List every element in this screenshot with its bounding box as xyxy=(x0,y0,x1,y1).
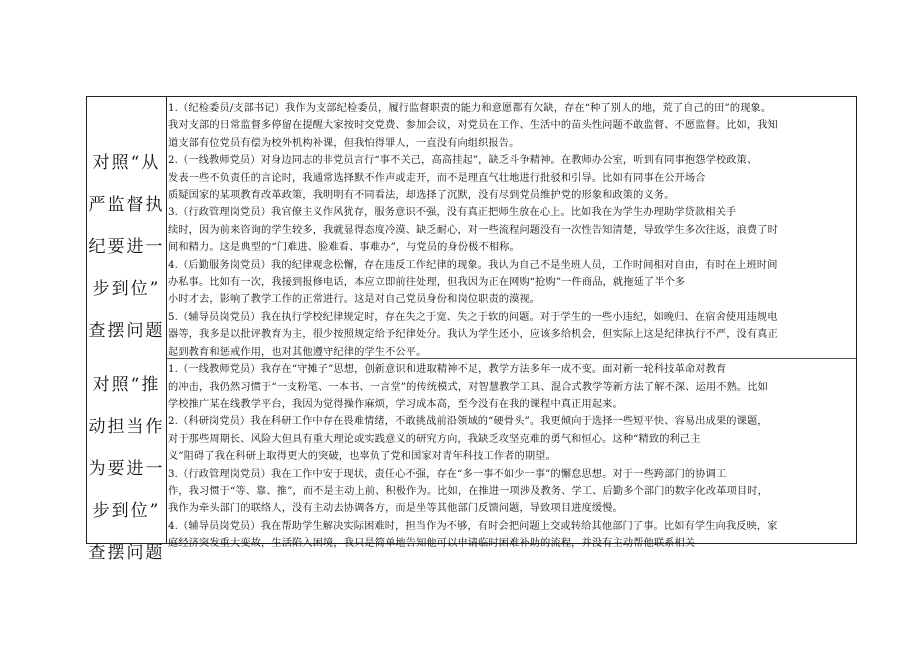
body-line: 3.（行政管理岗党员）我在工作中安于现状，责任心不强，存在“多一事不如少一事”的懈怠思想。对于一些跨部门的协调工 xyxy=(168,468,727,480)
body-line: 3.（行政管理岗党员）我官僚主义作风犹存，服务意识不强，没有真正把师生放在心上。比如我在为学生办理助学贷款相关手 xyxy=(168,207,737,219)
heading-line: 对照“从 xyxy=(92,153,161,173)
body-line: 器等，我多是以批评教育为主，很少按照规定给予纪律处分。我认为学生还小，应该多给机会，但实际上这是纪律执行不严，没有真正 xyxy=(168,329,778,341)
body-line: 2.（一线教师党员）对身边同志的非党员言行“事不关己，高高挂起”，缺乏斗争精神。在教师办公室，听到有同事抱怨学校政策、 xyxy=(168,155,758,167)
body-line: 对于那些周期长、风险大但具有重大理论或实践意义的研究方向，我缺乏攻坚克难的勇气和恒心。这种“精致的利己主 xyxy=(168,433,701,445)
body-line: 1.（一线教师党员）我存在“守摊子”思想，创新意识和进取精神不足，教学方法多年一成不变。面对新一轮科技革命对教育 xyxy=(168,364,727,376)
heading-line: 步到位” xyxy=(92,279,161,299)
heading-line: 对照“推 xyxy=(92,375,161,395)
body-line: 我对支部的日常监督多停留在提醒大家按时交党费、参加会议，对党员在工作、生活中的苗头性问题不敢监督、不愿监督。比如，我知 xyxy=(168,120,778,132)
heading-line: 查摆问题 xyxy=(88,321,165,341)
body-line: 义”阻碍了我在科研上取得更大的突破，也辜负了党和国家对青年科技工作者的期望。 xyxy=(168,451,556,463)
body-line: 5.（辅导员岗党员）我在执行学校纪律规定时，存在失之于宽、失之于软的问题。对于学生的一些小违纪，如晚归、在宿舍使用违规电 xyxy=(168,311,778,323)
body-line: 质疑国家的某项教育改革政策，我明明有不同看法，却选择了沉默，没有尽到党员维护党的形象和政策的义务。 xyxy=(168,190,675,202)
body-line: 起到教育和惩戒作用，也对其他遵守纪律的学生不公平。 xyxy=(168,346,427,358)
section-2-heading xyxy=(87,375,166,585)
body-line: 的冲击，我仍然习惯于“一支粉笔、一本书、一言堂”的传统模式，对智慧教学工具、混合式教学等新方法了解不深、运用不熟。比如 xyxy=(168,381,768,393)
body-line: 学校推广某在线教学平台，我因为觉得操作麻烦，学习成本高，至今没有在我的课程中真正用起来。 xyxy=(168,398,623,410)
body-line: 作，我习惯于“等、靠、推”，而不是主动上前、积极作为。比如，在推进一项涉及教务、学工、后勤多个部门的数字化改革项目时， xyxy=(168,485,768,497)
body-line: 1.（纪检委员/支部书记）我作为支部纪检委员，履行监督职责的能力和意愿都有欠缺，存在“种了别人的地，荒了自己的田”的现象。 xyxy=(168,103,772,114)
column-divider xyxy=(166,97,167,543)
heading-line: 纪要进一 xyxy=(88,237,165,257)
body-line: 4.（后勤服务岗党员）我的纪律观念松懈，存在违反工作纪律的现象。我认为自己不是坐班人员，工作时间相对自由，有时在上班时间 xyxy=(168,259,778,271)
body-line: 发表一些不负责任的言论时，我通常选择默不作声或走开，而不是理直气壮地进行批驳和引导。比如有同事在公开场合 xyxy=(168,172,706,184)
body-line: 2.（科研岗党员）我在科研工作中存在畏难情绪，不敢挑战前沿领域的“硬骨头”。我更倾向于选择一些短平快、容易出成果的课题， xyxy=(168,416,768,428)
body-line: 4.（辅导员岗党员）我在帮助学生解决实际困难时，担当作为不够，有时会把问题上交或转给其他部门了事。比如有学生向我反映，家 xyxy=(168,520,778,532)
heading-line: 为要进一 xyxy=(88,459,165,479)
section-body xyxy=(168,100,850,553)
heading-line: 查摆问题 xyxy=(88,543,165,563)
heading-line: 步到位” xyxy=(92,501,161,521)
body-line: 我作为牵头部门的联络人，没有主动去协调各方，而是坐等其他部门反馈问题，导致项目进度缓慢。 xyxy=(168,503,623,515)
body-line: 庭经济突发重大变故，生活陷入困境，我只是简单地告知他可以申请临时困难补助的流程，并没有主动帮他联系相关 xyxy=(168,538,696,550)
heading-line: 严监督执 xyxy=(88,195,165,215)
body-line: 间和精力。这是典型的“门难进、脸难看、事难办”，与党员的身份极不相称。 xyxy=(168,242,520,254)
heading-line: 动担当作 xyxy=(88,417,165,437)
body-line: 道支部有位党员有偿为校外机构补课，但我怕得罪人，一直没有向组织报告。 xyxy=(168,137,520,149)
content-table xyxy=(86,96,857,563)
body-line: 办私事。比如有一次，我接到报修电话，本应立即前往处理，但我因为正在网购“抢购”一件商品，就拖延了半个多 xyxy=(168,277,686,289)
body-line: 续时，因为前来咨询的学生较多，我就显得态度冷漠、缺乏耐心，对一些流程问题没有一次性告知清楚，导致学生多次往返，浪费了时 xyxy=(168,224,778,236)
section-1-heading xyxy=(87,153,166,363)
body-line: 小时才去，影响了教学工作的正常进行。这是对自己党员身份和岗位职责的漠视。 xyxy=(168,294,541,306)
